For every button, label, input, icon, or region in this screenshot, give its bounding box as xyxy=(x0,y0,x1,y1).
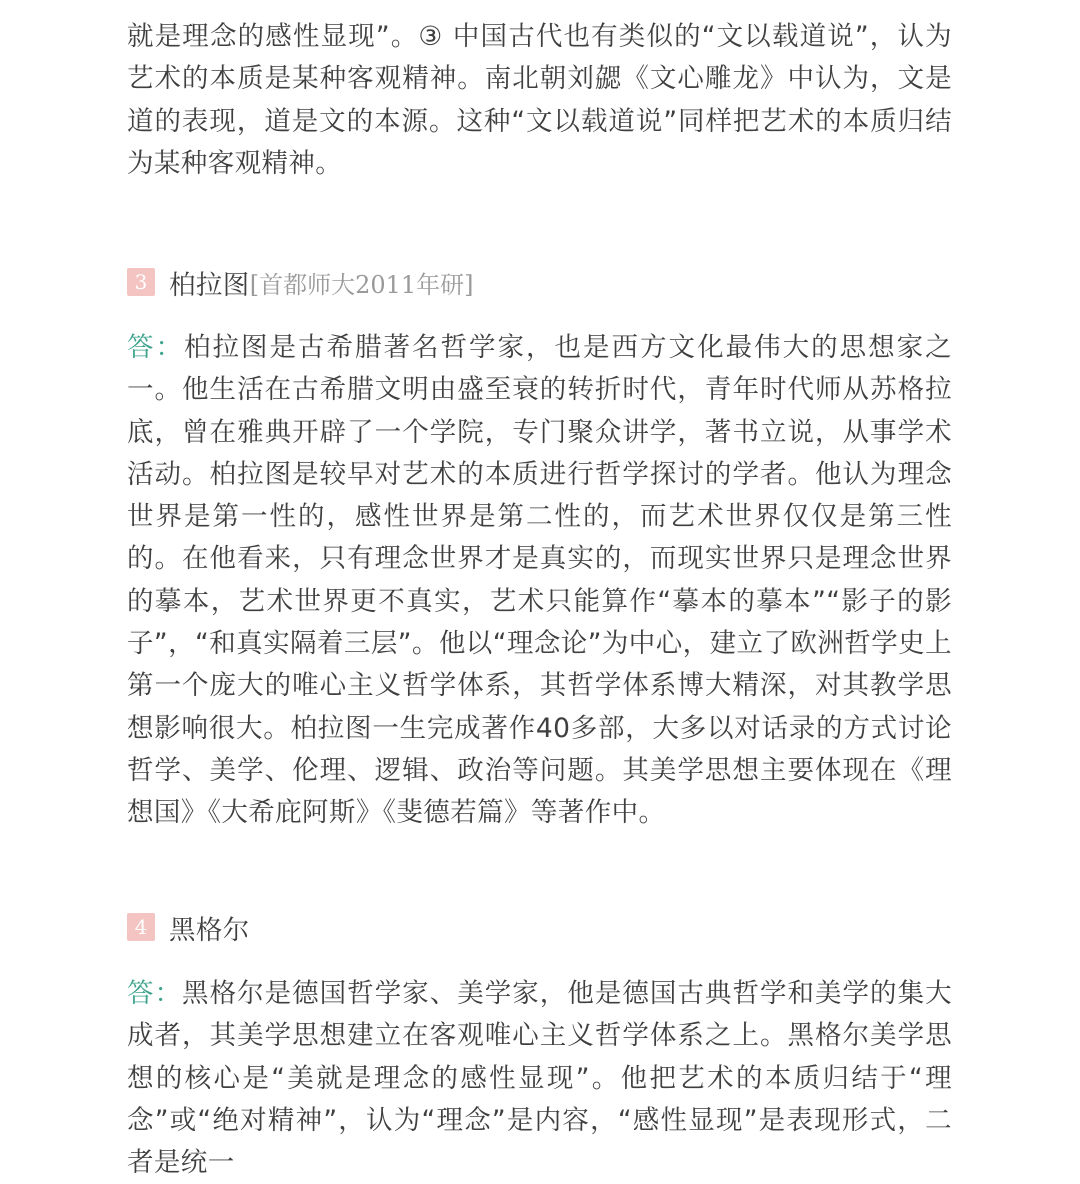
answer-paragraph-3 xyxy=(127,327,952,835)
answer-label: 答： xyxy=(127,978,183,1009)
paragraph-previous-item xyxy=(127,16,952,185)
answer-text: 柏拉图是古希腊著名哲学家，也是西方文化最伟大的思想家之一。他生活在古希腊文明由盛至衰的转折时代，青年时代师从苏格拉底，曾在雅典开辟了一个学院，专门聚众讲学，著书立说，从事学术活动。柏拉图是较早对艺术的本质进行哲学探讨的学者。他认为理念世界是第一性的，感性世界是第二性的，而艺术世界仅仅是第三性的。在他看来，只有理念世界才是真实的，而现实世界只是理念世界的摹本，艺术世界更不真实，艺术只能算作“摹本的摹本”“影子的影子”，“和真实隔着三层”。他以“理念论”为中心，建立了欧洲哲学史上第一个庞大的唯心主义哲学体系，其哲学体系博大精深，对其教学思想影响很大。柏拉图一生完成著作40多部，大多以对话录的方式讨论哲学、美学、伦理、逻辑、政治等问题。其美学思想主要体现在《理想国》《大希庇阿斯》《斐德若篇》等著作中。 xyxy=(127,332,952,829)
item-heading-4 xyxy=(127,907,250,947)
answer-label: 答： xyxy=(127,332,185,363)
paragraph-text: 就是理念的感性显现”。③ 中国古代也有类似的“文以载道说”，认为艺术的本质是某种客观精神。南北朝刘勰《文心雕龙》中认为，文是道的表现，道是文的本源。这种“文以载道说”同样把艺术的本质归结为某种客观精神。 xyxy=(127,21,952,179)
item-number-badge: 4 xyxy=(127,913,155,941)
item-heading-3 xyxy=(127,262,474,302)
item-source: [首都师大2011年研] xyxy=(249,270,474,299)
item-title: 黑格尔 xyxy=(169,914,250,946)
item-number-badge: 3 xyxy=(127,268,155,296)
item-title: 柏拉图 xyxy=(169,269,250,301)
answer-paragraph-4 xyxy=(127,973,952,1184)
answer-text: 黑格尔是德国哲学家、美学家，他是德国古典哲学和美学的集大成者，其美学思想建立在客观唯心主义哲学体系之上。黑格尔美学思想的核心是“美就是理念的感性显现”。他把艺术的本质归结于“理念”或“绝对精神”，认为“理念”是内容，“感性显现”是表现形式，二者是统一 xyxy=(127,978,952,1179)
